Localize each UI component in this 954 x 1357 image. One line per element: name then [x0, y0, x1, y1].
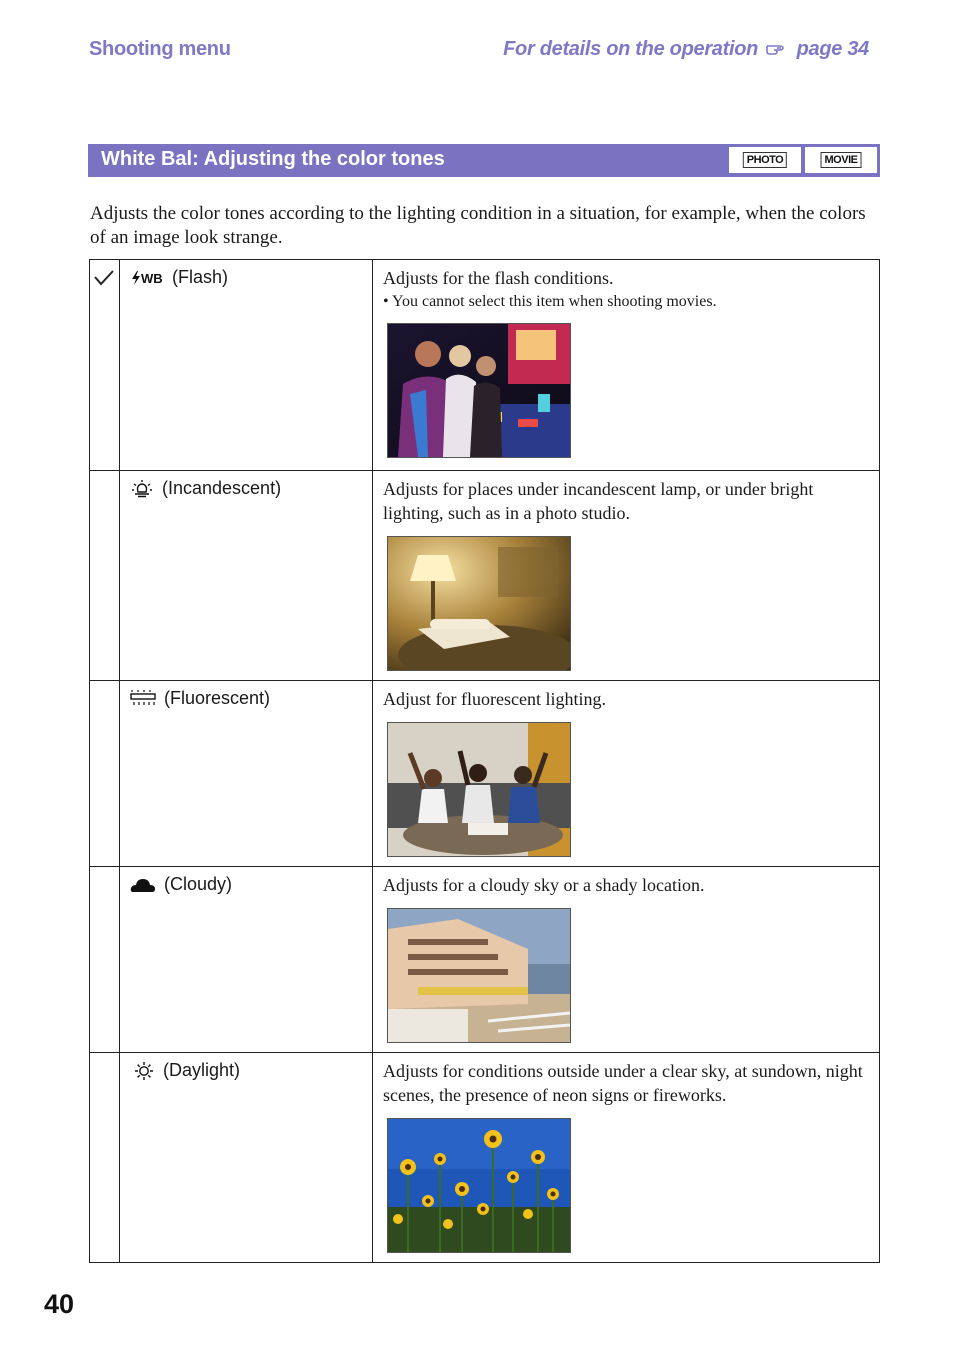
setting-item-fluorescent[interactable]: [120, 681, 372, 709]
default-marker-cell: [90, 471, 120, 681]
default-check-icon: [93, 268, 115, 288]
setting-description: Adjusts for a cloudy sky or a shady location.: [383, 875, 705, 895]
details-text: For details on the operation: [503, 38, 759, 60]
default-marker-cell: [90, 1053, 120, 1263]
setting-note: • You cannot select this item when shooting movies.: [383, 293, 717, 310]
description-cell: [373, 471, 880, 681]
svg-text:WB: WB: [141, 270, 163, 286]
pointing-hand-icon: [765, 40, 789, 56]
setting-cell: [120, 471, 373, 681]
setting-cell: [120, 867, 373, 1053]
cloud-icon: [130, 876, 156, 894]
description-cell: [373, 1053, 880, 1263]
setting-item-daylight[interactable]: [120, 1053, 372, 1081]
page-number: 40: [44, 1289, 75, 1319]
setting-name: (Daylight): [163, 1060, 241, 1080]
setting-item-flash[interactable]: [120, 260, 372, 288]
setting-cell: [120, 260, 373, 471]
fluorescent-tube-icon: [130, 689, 156, 709]
setting-name: (Incandescent): [162, 478, 282, 498]
night-city-women-photo: [387, 323, 571, 458]
movie-tag-label: MOVIE: [821, 152, 862, 168]
setting-description: Adjust for fluorescent lighting.: [383, 689, 606, 709]
incandescent-bulb-icon: [130, 479, 154, 499]
default-marker-cell: [90, 867, 120, 1053]
photo-tag-label: PHOTO: [743, 152, 787, 168]
table-row: [90, 867, 880, 1053]
office-celebration-photo: [387, 722, 571, 857]
setting-cell: [120, 681, 373, 867]
sun-icon: [134, 1061, 154, 1081]
title-bar-heading: White Bal: Adjusting the color tones: [101, 148, 445, 170]
setting-item-cloudy[interactable]: [120, 867, 372, 895]
details-reference[interactable]: [503, 38, 869, 61]
table-row: [90, 260, 880, 471]
description-cell: [373, 260, 880, 471]
table-row: [90, 1053, 880, 1263]
setting-cell: [120, 1053, 373, 1263]
description-cell: [373, 867, 880, 1053]
default-marker-cell: [90, 260, 120, 471]
default-marker-cell: [90, 681, 120, 867]
intro-paragraph: Adjusts the color tones according to the lighting condition in a situation, for example, when the colors of an image look strange.: [90, 203, 866, 248]
page-reference-link[interactable]: page 34: [796, 38, 869, 60]
seaside-hotel-photo: [387, 908, 571, 1043]
photo-mode-tag: [729, 147, 801, 173]
description-cell: [373, 681, 880, 867]
table-row: [90, 681, 880, 867]
flash-wb-icon: [130, 270, 164, 286]
table-row: [90, 471, 880, 681]
lamp-telephone-photo: [387, 536, 571, 671]
setting-name: (Fluorescent): [164, 688, 271, 708]
movie-mode-tag: [805, 147, 877, 173]
white-balance-table: [89, 259, 880, 1263]
setting-name: (Cloudy): [164, 874, 233, 894]
setting-item-incandescent[interactable]: [120, 471, 372, 499]
section-title: Shooting menu: [89, 38, 231, 60]
title-bar: [88, 144, 880, 177]
setting-name: (Flash): [172, 267, 229, 287]
setting-description: Adjusts for conditions outside under a clear sky, at sundown, night scenes, the presence of neon signs or fireworks.: [383, 1061, 863, 1105]
setting-description: Adjusts for the flash conditions.: [383, 268, 614, 288]
sunflowers-photo: [387, 1118, 571, 1253]
setting-description: Adjusts for places under incandescent lamp, or under bright lighting, such as in a photo studio.: [383, 479, 814, 523]
